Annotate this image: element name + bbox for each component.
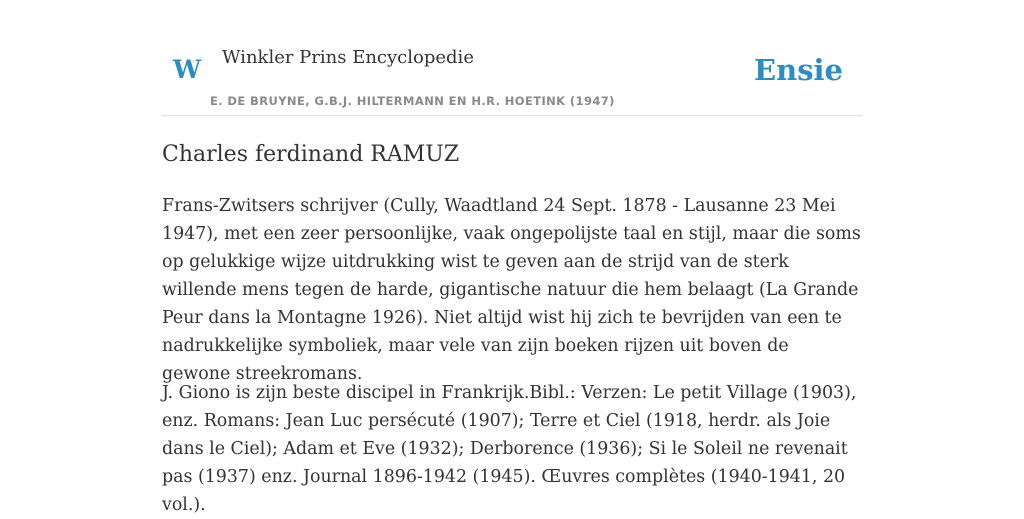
source-authors: E. DE BRUYNE, G.B.J. HILTERMANN EN H.R. HOETINK (1947) [210, 94, 615, 108]
article-paragraph: Frans-Zwitsers schrijver (Cully, Waadtland 24 Sept. 1878 - Lausanne 23 Mei 1947), met een zeer persoonlijke, vaak ongepolijste taal en stijl, maar die soms op gelukkige wijze uitdrukking wist te geven aan de strijd van de sterk willende mens tegen de harde, gigantische natuur die hem belaagt (La Grande Peur dans la Montagne 1926). Niet altijd wist hij zich te bevrijden van een te nadrukkelijke symboliek, maar vele van zijn boeken rijzen uit boven de gewone streekromans. [162, 196, 861, 384]
article-paragraph: J. Giono is zijn beste discipel in Frankrijk.Bibl.: Verzen: Le petit Village (1903), enz. Romans: Jean Luc persécuté (1907); Terre et Ciel (1918, herdr. als Joie dans le Ciel); Adam et Eve (1932); Derborence (1936); Si le Soleil ne revenait pas (1937) enz. Journal 1896-1942 (1945). Œuvres complètes (1940-1941, 20 vol.). [162, 383, 857, 515]
winkler-prins-logo-icon: W [173, 55, 202, 84]
header-divider [162, 115, 862, 116]
source-title[interactable]: Winkler Prins Encyclopedie [222, 47, 474, 68]
ensie-logo[interactable]: Ensie [754, 53, 843, 87]
article-title: Charles ferdinand RAMUZ [162, 142, 460, 167]
